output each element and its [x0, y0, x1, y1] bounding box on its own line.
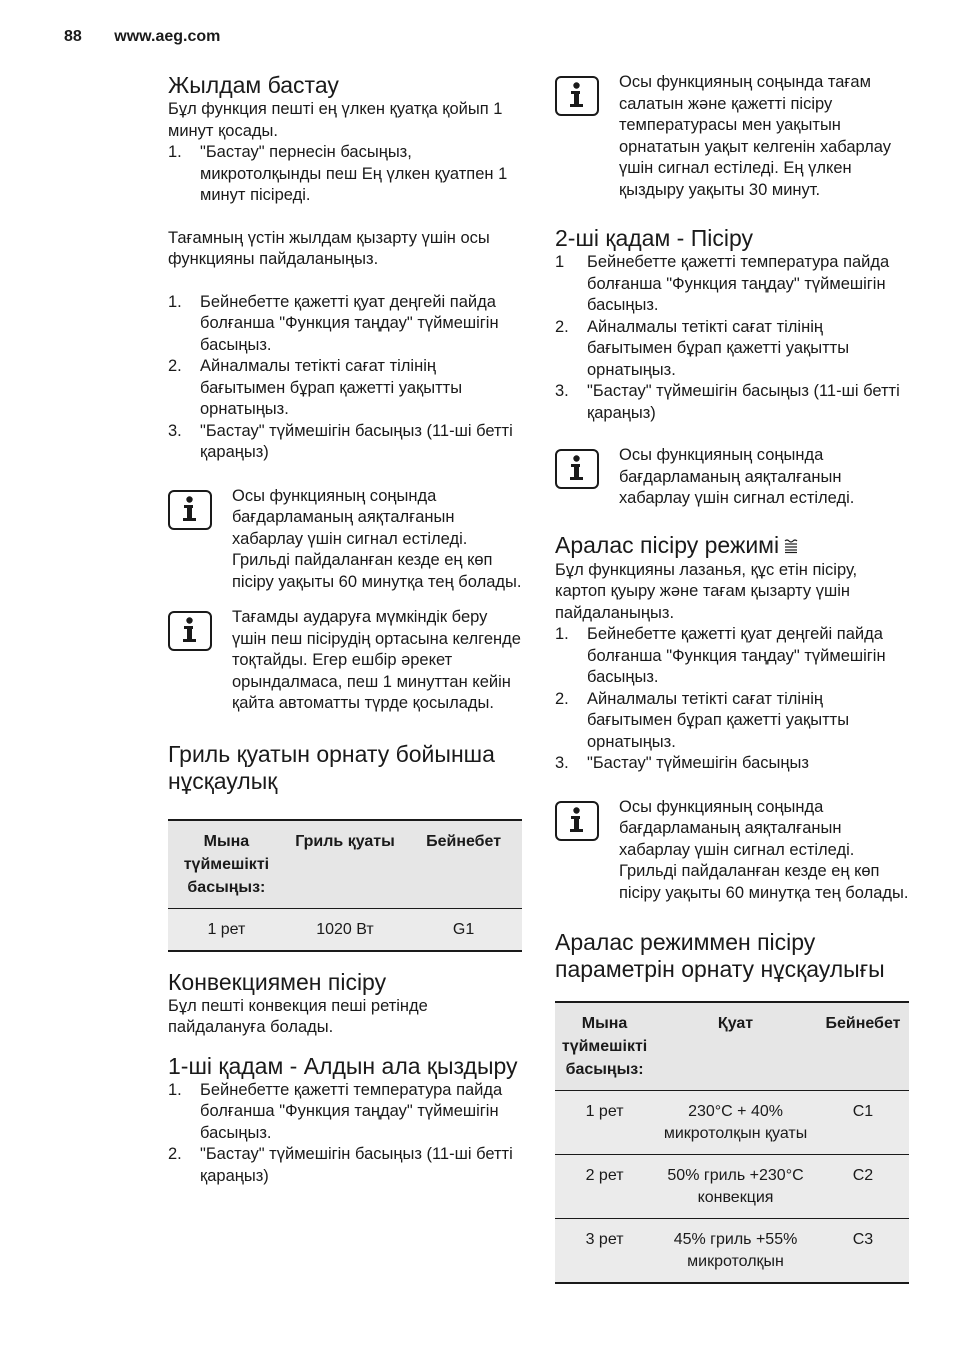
table-row: [168, 908, 522, 951]
steps-list: [168, 1080, 522, 1188]
info-note: [168, 486, 522, 594]
website-url: www.aeg.com: [114, 28, 221, 45]
table-cell: 1 рет: [555, 1091, 654, 1155]
info-icon: [555, 801, 599, 841]
table-cell: 230°C + 40% микротолқын қуаты: [654, 1091, 817, 1155]
info-text: Осы функцияның соңында бағдарламаның аяқталғанын хабарлау үшін сигнал естіледі. Грильді пайдаланған кезде ең көп пісіру уақыты 60 минутқа тең болады.: [619, 797, 909, 902]
table-header: Мына түймешікті басыңыз:: [183, 832, 270, 896]
table-header: Бейнебет: [426, 832, 502, 850]
table-header-row: [168, 820, 522, 909]
info-text: Тағамды аударуға мүмкіндік беру үшін пеш пісірудің ортасына келгенде тоқтайды. Егер ешбір әрекет орындалмаса, пеш 1 минуттан кейін қайта автоматты түрде қосылады.: [232, 608, 521, 712]
section-title-quick-start: Жылдам бастау: [168, 72, 339, 98]
steps-list: [168, 142, 522, 207]
table-cell: 50% гриль +230°C конвекция: [654, 1155, 817, 1219]
list-item: 1. Бейнебетте қажетті қуат деңгейі пайда болғанша "Функция таңдау" түймешігін басыңыз.: [555, 625, 886, 687]
list-item: 2. Айналмалы тетікті сағат тілінің бағытымен бұрап қажетті уақытты орнатыңыз.: [555, 689, 850, 751]
mixed-cooking-icon: [783, 533, 799, 560]
table-header: Мына түймешікті басыңыз:: [561, 1015, 648, 1079]
table-cell: C3: [817, 1219, 909, 1284]
table-cell: G1: [405, 908, 522, 951]
table-cell: C2: [817, 1155, 909, 1219]
table-header: Қуат: [717, 1015, 754, 1033]
grill-power-table: [168, 819, 522, 952]
table-cell: 1020 Вт: [285, 908, 405, 951]
info-icon: [168, 490, 212, 530]
table-cell: 3 рет: [555, 1219, 654, 1284]
table-header: Бейнебет: [825, 1015, 901, 1033]
table-header-row: [555, 1002, 909, 1091]
section-intro: Бұл функция пешті ең үлкен қуатқа қойып 1 минут қосады.: [168, 100, 503, 140]
list-item: 2. Айналмалы тетікті сағат тілінің бағытымен бұрап қажетті уақытты орнатыңыз.: [555, 317, 850, 379]
list-item: 3. "Бастау" түймешігін басыңыз: [555, 754, 809, 773]
list-item: 1. "Бастау" пернесін басыңыз, микротолқынды пеш Ең үлкен қуатпен 1 минут пісіреді.: [168, 143, 508, 204]
left-column: [168, 72, 522, 1187]
info-note: [555, 72, 909, 201]
list-item: 2. Айналмалы тетікті сағат тілінің бағытымен бұрап қажетті уақытты орнатыңыз.: [168, 357, 463, 418]
info-text: Осы функцияның соңында бағдарламаның аяқталғанын хабарлау үшін сигнал естіледі. Грильді пайдаланған кезде ең көп пісіру уақыты 60 минутқа тең болады.: [232, 486, 522, 591]
section-title-grill-power: Гриль қуатын орнату бойынша нұсқаулық: [168, 740, 495, 794]
list-item: 2. "Бастау" түймешігін басыңыз (11-ші бетті қараңыз): [168, 1145, 513, 1185]
list-item: 3. "Бастау" түймешігін басыңыз (11-ші бетті қараңыз): [555, 382, 900, 422]
table-row: [555, 1091, 909, 1155]
table-cell: 2 рет: [555, 1155, 654, 1219]
table-row: [555, 1219, 909, 1284]
section-title-mixed-settings: Аралас режиммен пісіру параметрін орнату нұсқаулығы: [555, 929, 885, 983]
list-item: 1 Бейнебетте қажетті температура пайда болғанша "Функция таңдау" түймешігін басыңыз.: [555, 253, 890, 314]
info-text: Осы функцияның соңында бағдарламаның аяқталғанын хабарлау үшін сигнал естіледі.: [619, 446, 855, 507]
page-number: 88: [64, 28, 82, 45]
list-item: 3. "Бастау" түймешігін басыңыз (11-ші бетті қараңыз): [168, 421, 513, 461]
info-text: Осы функцияның соңында тағам салатын және қажетті пісіру температурасы мен уақытын орнататын уақыт келгенін хабарлау үшін сигнал естіледі. Ең үлкен қыздыру уақыты 30 минут.: [619, 73, 891, 199]
section-title-step2: 2-ші қадам - Пісіру: [555, 225, 754, 251]
table-cell: C1: [817, 1091, 909, 1155]
section-intro: Бұл функцияны лазанья, құс етін пісіру, картоп қуыру және тағам қызарту үшін пайдаланыңыз.: [555, 560, 858, 622]
section-intro: Бұл пешті конвекция пеші ретінде пайдалануға болады.: [168, 996, 428, 1036]
info-note: [555, 445, 909, 510]
right-column: [555, 72, 909, 1284]
table-header: Гриль қуаты: [295, 832, 395, 850]
info-icon: [555, 76, 599, 116]
list-item: 1. Бейнебетте қажетті қуат деңгейі пайда болғанша "Функция таңдау" түймешігін басыңыз.: [168, 292, 499, 354]
page-header: [64, 28, 220, 46]
steps-list: [555, 252, 909, 424]
table-cell: 45% гриль +55% микротолқын: [654, 1219, 817, 1284]
table-cell: 1 рет: [168, 908, 285, 951]
table-row: [555, 1155, 909, 1219]
mixed-mode-table: [555, 1001, 909, 1284]
list-item: 1. Бейнебетте қажетті температура пайда болғанша "Функция таңдау" түймешігін басыңыз.: [168, 1080, 503, 1142]
info-note: [168, 607, 522, 715]
section-title-step1: 1-ші қадам - Алдын ала қыздыру: [168, 1052, 518, 1079]
steps-list: [168, 292, 522, 464]
section-title-mixed: Аралас пісіру режимі: [555, 532, 909, 560]
paragraph: Тағамның үстін жылдам қызарту үшін осы функцияны пайдаланыңыз.: [168, 228, 490, 268]
steps-list: [555, 624, 909, 775]
info-icon: [555, 449, 599, 489]
info-note: [555, 797, 909, 905]
section-title-convection: Конвекциямен пісіру: [168, 968, 387, 995]
info-icon: [168, 611, 212, 651]
